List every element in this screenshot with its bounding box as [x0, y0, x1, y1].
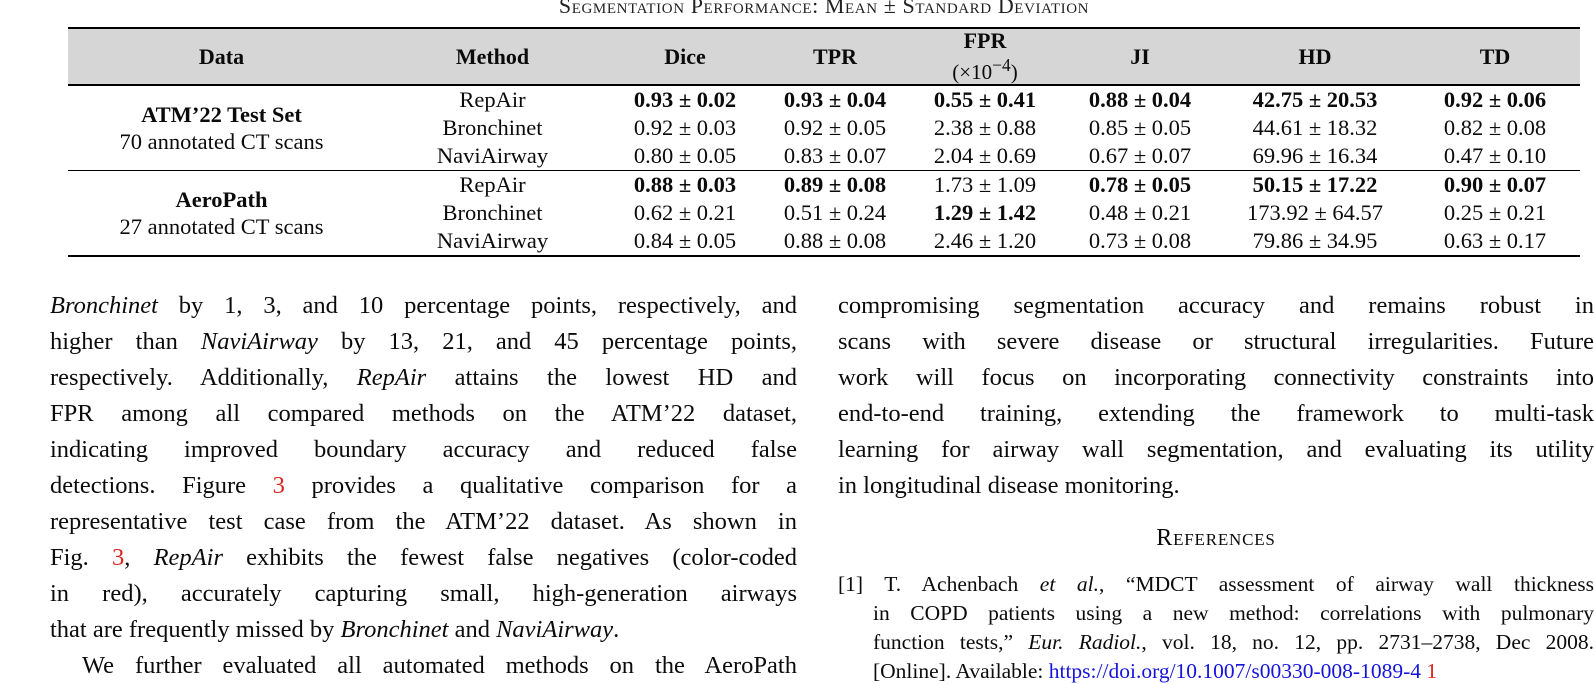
doi-link[interactable]: https://doi.org/10.1007/s00330-008-1089-4: [1048, 659, 1422, 683]
column-header-fpr: FPR $(\times 10^{-4})$: [910, 28, 1060, 85]
text-segment: detections. Figure: [50, 472, 273, 499]
value-cell: 0.85 ± 0.05: [1088, 115, 1192, 140]
value-cell: 0.88 ± 0.04: [1088, 87, 1192, 112]
right-column-paragraph: [838, 288, 1594, 504]
text-segment: NaviAirway: [200, 328, 318, 355]
text-line: [50, 288, 797, 324]
right-text-column: [838, 288, 1594, 684]
column-header-method: Method: [375, 28, 610, 85]
text-line: [838, 628, 1594, 657]
text-line: [838, 599, 1594, 628]
text-line: [50, 540, 797, 576]
value-cell: 0.93 ± 0.02: [633, 87, 737, 112]
text-line: [838, 432, 1594, 468]
text-segment: in red), accurately capturing small, high-generation airways: [50, 580, 797, 607]
text-segment: RepAir: [356, 364, 427, 391]
text-segment: work will focus on incorporating connectivity constraints into: [838, 364, 1594, 391]
value-cell: 0.63 ± 0.17: [1443, 228, 1547, 253]
backref-link[interactable]: 1: [1426, 659, 1438, 683]
left-text-column: [50, 288, 797, 684]
text-line: [838, 288, 1594, 324]
text-segment: by 13, 21, and 45 percentage points,: [317, 328, 797, 355]
method-cell: RepAir: [459, 172, 526, 197]
value-cell: 0.88 ± 0.08: [783, 228, 887, 253]
text-segment: learning for airway wall segmentation, and evaluating its utility: [838, 436, 1594, 463]
value-cell: 79.86 ± 34.95: [1252, 228, 1378, 253]
text-segment: compromising segmentation accuracy and remains robust in: [838, 292, 1594, 319]
references-heading: References: [1156, 525, 1276, 551]
text-segment: by 1, 3, and 10 percentage points, respectively, and: [157, 292, 797, 319]
text-segment: provides a qualitative comparison for a: [284, 472, 798, 499]
dataset-subtitle: 27 annotated CT scans: [119, 214, 324, 239]
text-segment: in longitudinal disease monitoring.: [838, 472, 1180, 499]
text-line: [838, 570, 1594, 599]
column-header-tpr: TPR: [760, 28, 910, 85]
text-segment: and: [448, 616, 497, 643]
value-cell: 42.75 ± 20.53: [1252, 87, 1378, 112]
table-header-row: [68, 28, 1580, 85]
text-segment: representative test case from the ATM’22 dataset. As shown in: [50, 508, 797, 535]
text-line: [838, 360, 1594, 396]
figure-ref-link[interactable]: 3: [112, 544, 125, 571]
text-segment: Eur. Radiol.: [1028, 630, 1142, 654]
table-group-1: [68, 85, 1580, 171]
value-cell: 0.47 ± 0.10: [1443, 143, 1547, 168]
performance-table: [68, 27, 1580, 257]
text-segment: higher than: [50, 328, 201, 355]
dataset-name: AeroPath: [175, 187, 268, 212]
text-segment: We further evaluated all automated methods on the AeroPath: [82, 652, 797, 679]
text-segment: in COPD patients using a new method: correlations with pulmonary: [873, 601, 1594, 625]
text-segment: attains the lowest HD and: [426, 364, 797, 391]
text-line: [50, 504, 797, 540]
text-line: [50, 396, 797, 432]
text-segment: , vol. 18, no. 12, pp. 2731–2738, Dec 2008.: [1141, 630, 1594, 654]
value-cell: 0.82 ± 0.08: [1443, 115, 1547, 140]
text-segment: NaviAirway: [496, 616, 614, 643]
dataset-cell: [68, 171, 375, 257]
value-cell: 0.92 ± 0.06: [1443, 87, 1547, 112]
method-cell: Bronchinet: [442, 200, 543, 225]
text-segment: .: [613, 616, 620, 643]
value-cell: 0.88 ± 0.03: [633, 172, 737, 197]
text-segment: exhibits the fewest false negatives (color-coded: [222, 544, 798, 571]
value-cell: 0.92 ± 0.03: [633, 115, 737, 140]
text-segment: ,: [124, 544, 154, 571]
method-cell: RepAir: [459, 87, 526, 112]
text-line: [50, 468, 797, 504]
value-cell: 0.62 ± 0.21: [633, 200, 737, 225]
column-header-ji: JI: [1060, 28, 1220, 85]
text-segment: end-to-end training, extending the framework to multi-task: [838, 400, 1594, 427]
value-cell: 2.46 ± 1.20: [933, 228, 1037, 253]
table-title: Segmentation Performance: Mean ± Standard Deviation: [558, 0, 1090, 18]
column-header-dice: Dice: [610, 28, 760, 85]
text-segment: function tests,”: [873, 630, 1029, 654]
text-segment: Fig.: [50, 544, 112, 571]
table-row: [68, 85, 1580, 114]
text-line: [838, 657, 1594, 684]
value-cell: 1.73 ± 1.09: [933, 172, 1037, 197]
text-segment: that are frequently missed by: [50, 616, 341, 643]
value-cell: 2.38 ± 0.88: [933, 115, 1037, 140]
value-cell: 0.51 ± 0.24: [783, 200, 887, 225]
text-line: [838, 396, 1594, 432]
text-segment: , “MDCT assessment of airway wall thickness: [1098, 572, 1594, 596]
value-cell: 50.15 ± 17.22: [1252, 172, 1378, 197]
text-line: [50, 432, 797, 468]
column-header-data: Data: [68, 28, 375, 85]
column-header-td: TD: [1410, 28, 1580, 85]
value-cell: 0.25 ± 0.21: [1443, 200, 1547, 225]
text-segment: [1] T. Achenbach: [838, 572, 1040, 596]
text-segment: et al.: [1039, 572, 1099, 596]
value-cell: 173.92 ± 64.57: [1246, 200, 1384, 225]
value-cell: 1.29 ± 1.42: [933, 200, 1037, 225]
value-cell: 0.80 ± 0.05: [633, 143, 737, 168]
text-line: [50, 612, 797, 648]
text-segment: Bronchinet: [50, 292, 158, 319]
method-cell: Bronchinet: [442, 115, 543, 140]
value-cell: 0.67 ± 0.07: [1088, 143, 1192, 168]
text-line: [50, 576, 797, 612]
dataset-cell: [68, 85, 375, 171]
text-segment: Bronchinet: [340, 616, 449, 643]
references-list: [838, 570, 1594, 684]
text-line: [838, 468, 1594, 504]
value-cell: 0.92 ± 0.05: [783, 115, 887, 140]
figure-ref-link[interactable]: 3: [272, 472, 285, 499]
dataset-name: ATM’22 Test Set: [141, 102, 302, 127]
method-cell: NaviAirway: [436, 228, 549, 253]
text-line: [50, 324, 797, 360]
table-row: [68, 171, 1580, 200]
text-segment: respectively. Additionally,: [50, 364, 357, 391]
table-group-2: [68, 171, 1580, 257]
value-cell: 0.73 ± 0.08: [1088, 228, 1192, 253]
value-cell: 44.61 ± 18.32: [1252, 115, 1378, 140]
value-cell: 0.93 ± 0.04: [783, 87, 887, 112]
text-segment: RepAir: [153, 544, 223, 571]
value-cell: 0.55 ± 0.41: [933, 87, 1037, 112]
text-segment: indicating improved boundary accuracy and reduced false: [50, 436, 797, 463]
value-cell: 0.78 ± 0.05: [1088, 172, 1192, 197]
column-header-hd: HD: [1220, 28, 1410, 85]
value-cell: 69.96 ± 16.34: [1252, 143, 1378, 168]
value-cell: 0.48 ± 0.21: [1088, 200, 1192, 225]
value-cell: 0.84 ± 0.05: [633, 228, 737, 253]
text-segment: [Online]. Available:: [873, 659, 1049, 683]
value-cell: 0.89 ± 0.08: [783, 172, 887, 197]
text-line: [50, 648, 797, 684]
value-cell: 0.83 ± 0.07: [783, 143, 887, 168]
method-cell: NaviAirway: [436, 143, 549, 168]
value-cell: 2.04 ± 0.69: [933, 143, 1037, 168]
text-segment: scans with severe disease or structural irregularities. Future: [838, 328, 1594, 355]
dataset-subtitle: 70 annotated CT scans: [119, 129, 324, 154]
text-line: [50, 360, 797, 396]
value-cell: 0.90 ± 0.07: [1443, 172, 1547, 197]
text-line: [838, 324, 1594, 360]
text-segment: FPR among all compared methods on the ATM’22 dataset,: [50, 400, 797, 427]
fpr-unit-label: $(\times 10^{-4})$: [952, 55, 1018, 84]
